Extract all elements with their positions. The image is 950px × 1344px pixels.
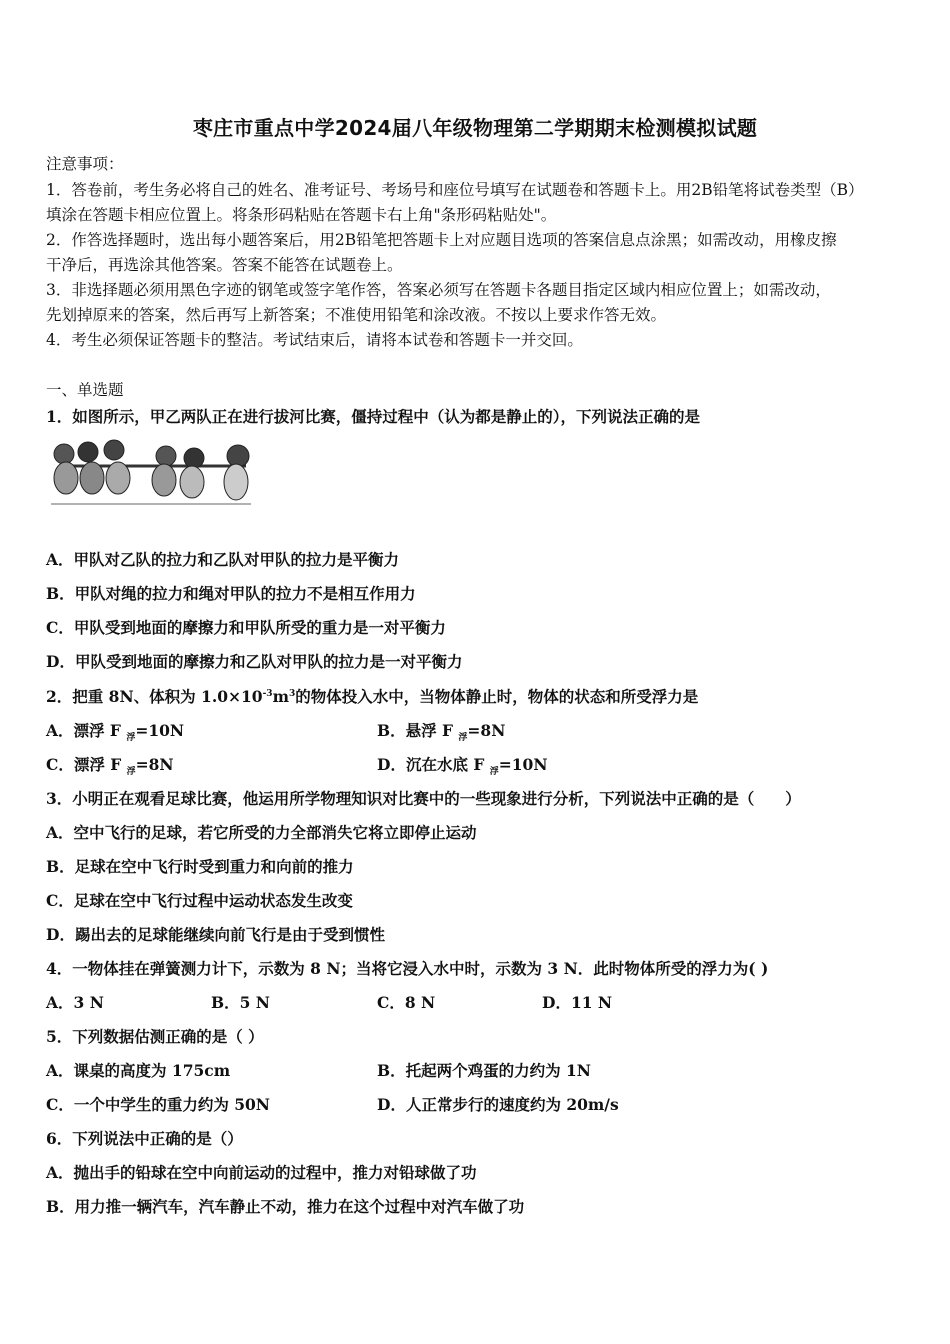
subscript: 浮 xyxy=(126,733,136,744)
option-text: B．悬浮 F xyxy=(377,721,459,740)
question-4-stem: 4．一物体挂在弹簧测力计下，示数为 8 N；当将它浸入水中时，示数为 3 N．此时物体所受的浮力为( ) xyxy=(46,959,769,978)
question-2-stem-part: m xyxy=(272,687,289,706)
question-3-option-b: B．足球在空中飞行时受到重力和向前的推力 xyxy=(46,857,354,876)
option-text: C．漂浮 F xyxy=(46,755,127,774)
option-text: =8N xyxy=(135,755,174,774)
question-2-option-a xyxy=(46,719,185,744)
question-3-option-d: D．踢出去的足球能继续向前飞行是由于受到惯性 xyxy=(46,925,385,944)
question-3-option-c: C．足球在空中飞行过程中运动状态发生改变 xyxy=(46,891,353,910)
question-5-option-d: D．人正常步行的速度约为 20m/s xyxy=(377,1095,619,1114)
tug-of-war-illustration xyxy=(46,436,256,508)
question-1-stem: 1．如图所示，甲乙两队正在进行拔河比赛，僵持过程中（认为都是静止的），下列说法正确的是 xyxy=(46,407,701,426)
question-4-option-b: B．5 N xyxy=(211,993,270,1012)
section-heading: 一、单选题 xyxy=(46,381,124,399)
question-6-option-b: B．用力推一辆汽车，汽车静止不动，推力在这个过程中对汽车做了功 xyxy=(46,1197,525,1216)
question-2-option-b xyxy=(377,719,506,744)
option-text: A．漂浮 F xyxy=(46,721,127,740)
notice-line: 3．非选择题必须用黑色字迹的钢笔或签字笔作答，答案必须写在答题卡各题目指定区域内相应位置上；如需改动， xyxy=(46,281,831,299)
page-title: 枣庄市重点中学2024届八年级物理第二学期期末检测模拟试题 xyxy=(192,116,758,140)
notice-line: 干净后，再选涂其他答案。答案不能答在试题卷上。 xyxy=(46,256,403,274)
subscript: 浮 xyxy=(489,767,499,778)
question-4-option-c: C．8 N xyxy=(377,993,436,1012)
option-text: D．沉在水底 F xyxy=(377,755,490,774)
notice-line: 2．作答选择题时，选出每小题答案后，用2B铅笔把答题卡上对应题目选项的答案信息点涂黑；如需改动，用橡皮擦 xyxy=(46,231,837,249)
question-4-option-d: D．11 N xyxy=(542,993,613,1012)
question-3-stem: 3．小明正在观看足球比赛，他运用所学物理知识对比赛中的一些现象进行分析，下列说法中正确的是（ ） xyxy=(46,789,801,808)
notice-line: 填涂在答题卡相应位置上。将条形码粘贴在答题卡右上角"条形码粘贴处"。 xyxy=(46,206,557,224)
option-text: =10N xyxy=(498,755,548,774)
question-6-option-a: A．抛出手的铅球在空中向前运动的过程中，推力对铅球做了功 xyxy=(46,1163,477,1182)
question-5-option-c: C．一个中学生的重力约为 50N xyxy=(46,1095,270,1114)
question-5-option-a: A．课桌的高度为 175cm xyxy=(46,1061,231,1080)
question-1-option-b: B．甲队对绳的拉力和绳对甲队的拉力不是相互作用力 xyxy=(46,584,416,603)
notice-line: 先划掉原来的答案，然后再写上新答案；不准使用铅笔和涂改液。不按以上要求作答无效。 xyxy=(46,306,667,324)
option-text: =10N xyxy=(135,721,185,740)
subscript: 浮 xyxy=(458,733,468,744)
question-5-option-b: B．托起两个鸡蛋的力约为 1N xyxy=(377,1061,591,1080)
question-3-option-a: A．空中飞行的足球，若它所受的力全部消失它将立即停止运动 xyxy=(46,823,477,842)
question-1-option-a: A．甲队对乙队的拉力和乙队对甲队的拉力是平衡力 xyxy=(46,550,400,569)
subscript: 浮 xyxy=(126,767,136,778)
exponent: -3 xyxy=(262,688,273,699)
notice-heading: 注意事项： xyxy=(46,155,124,173)
exponent: 3 xyxy=(288,688,296,699)
question-6-stem: 6．下列说法中正确的是（） xyxy=(46,1129,243,1148)
question-2-stem xyxy=(46,685,698,707)
question-2-option-c xyxy=(46,753,174,778)
question-2-stem-part: 2．把重 8N、体积为 1.0×10 xyxy=(46,687,263,706)
question-2-stem-part: 的物体投入水中，当物体静止时，物体的状态和所受浮力是 xyxy=(295,687,699,706)
question-4-option-a: A．3 N xyxy=(46,993,104,1012)
notice-line: 4．考生必须保证答题卡的整洁。考试结束后，请将本试卷和答题卡一并交回。 xyxy=(46,331,583,349)
question-1-option-c: C．甲队受到地面的摩擦力和甲队所受的重力是一对平衡力 xyxy=(46,618,446,637)
question-2-option-d xyxy=(377,753,548,778)
question-1-option-d: D．甲队受到地面的摩擦力和乙队对甲队的拉力是一对平衡力 xyxy=(46,652,463,671)
question-5-stem: 5．下列数据估测正确的是（ ） xyxy=(46,1027,264,1046)
notice-line: 1．答卷前，考生务必将自己的姓名、准考证号、考场号和座位号填写在试题卷和答题卡上。用2B铅笔将试卷类型（B） xyxy=(46,181,864,199)
option-text: =8N xyxy=(467,721,506,740)
